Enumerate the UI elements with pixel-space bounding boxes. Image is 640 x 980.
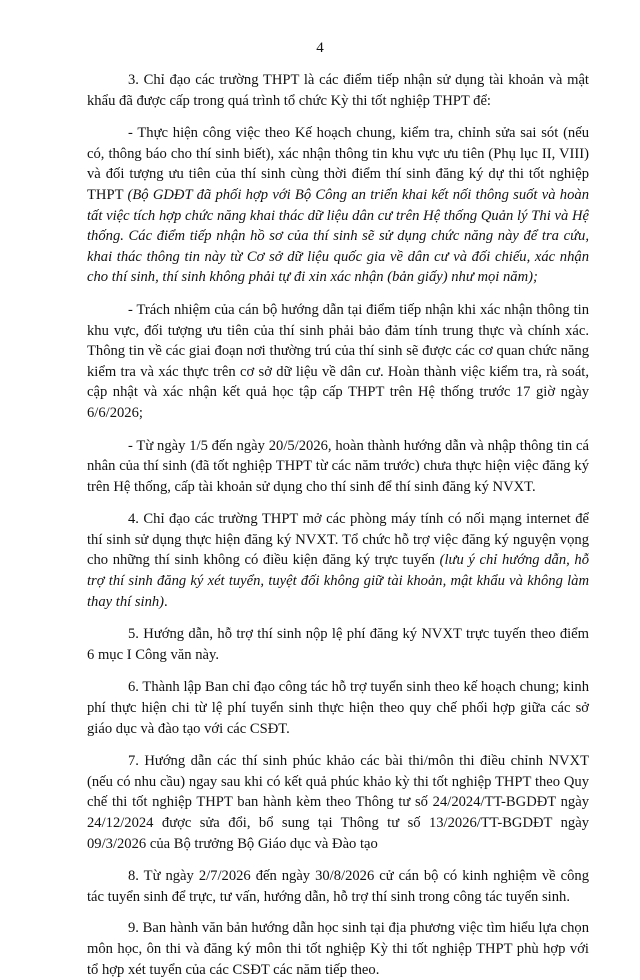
paragraph-3-item-c: - Từ ngày 1/5 đến ngày 20/5/2026, hoàn thành hướng dẫn và nhập thông tin cá nhân của thí sinh (đã tốt nghiệp THPT từ các năm trước) chưa thực hiện việc đăng ký trên Hệ thống, cấp tài khoản sử dụng cho thí sinh để thí sinh đăng ký NVXT. [87, 437, 589, 495]
paragraph-3: 3. Chỉ đạo các trường THPT là các điểm tiếp nhận sử dụng tài khoản và mật khẩu đã được cấp trong quá trình tổ chức Kỳ thi tốt nghiệp THPT để: [87, 72, 589, 109]
paragraph-4-italic-note: (lưu ý chỉ hướng dẫn, hỗ trợ thí sinh đăng ký xét tuyển, tuyệt đối không giữ tài khoản, mật khẩu và không làm thay thí sinh) [87, 552, 589, 610]
paragraph-4 [87, 509, 589, 612]
paragraph-3a-text: - Thực hiện công việc theo Kế hoạch chung, kiểm tra, chỉnh sửa sai sót (nếu có, thông báo cho thí sinh biết), xác nhận thông tin khu vực ưu tiên (Phụ lục II, VIII) và đối tượng ưu tiên của thí sinh cùng thời điểm thí sinh đăng ký dự thi tốt nghiệp THPT [87, 125, 589, 203]
paragraph-6: 6. Thành lập Ban chỉ đạo công tác hỗ trợ tuyển sinh theo kế hoạch chung; kinh phí thực hiện chi từ lệ phí tuyển sinh thực hiện theo quy chế phối hợp giữa các sở giáo dục và đào tạo với các CSĐT. [87, 679, 589, 737]
paragraph-8: 8. Từ ngày 2/7/2026 đến ngày 30/8/2026 cử cán bộ có kinh nghiệm về công tác tuyển sinh để trực, tư vấn, hướng dẫn, hỗ trợ thí sinh trong công tác tuyển sinh. [87, 868, 589, 905]
document-body [87, 70, 589, 980]
paragraph-3-item-b: - Trách nhiệm của cán bộ hướng dẫn tại điểm tiếp nhận khi xác nhận thông tin khu vực, đối tượng ưu tiên của thí sinh phải bảo đảm tính trung thực và chính xác. Thông tin về các giai đoạn nơi thường trú của thí sinh sẽ được các cơ quan chức năng kiểm tra và xác thực trên cơ sở dữ liệu về dân cư. Hoàn thành việc kiểm tra, rà soát, cập nhật và xác nhận kết quả học tập cấp THPT trên Hệ thống trước 17 giờ ngày 6/6/2026; [87, 301, 589, 421]
paragraph-5: 5. Hướng dẫn, hỗ trợ thí sinh nộp lệ phí đăng ký NVXT trực tuyến theo điểm 6 mục I Công văn này. [87, 626, 589, 663]
paragraph-4-tail: . [164, 593, 168, 610]
paragraph-7: 7. Hướng dẫn các thí sinh phúc khảo các bài thi/môn thi điều chỉnh NVXT (nếu có nhu cầu) ngay sau khi có kết quả phúc khảo kỳ thi tốt nghiệp THPT theo Quy chế thi tốt nghiệp THPT ban hành kèm theo Thông tư số 24/2024/TT-BGDĐT ngày 24/12/2024 được sửa đổi, bổ sung tại Thông tư số 13/2026/TT-BGDĐT ngày 09/3/2026 của Bộ trưởng Bộ Giáo dục và Đào tạo [87, 753, 589, 852]
page-number: 4 [316, 40, 324, 56]
paragraph-9: 9. Ban hành văn bản hướng dẫn học sinh tại địa phương việc tìm hiểu lựa chọn môn học, ôn thi và đăng ký môn thi tốt nghiệp Kỳ thi tốt nghiệp THPT phù hợp với tổ hợp xét tuyển của các CSĐT các năm tiếp theo. [87, 920, 589, 978]
paragraph-3-item-a [87, 123, 589, 288]
paragraph-4-text: 4. Chỉ đạo các trường THPT mở các phòng máy tính có nối mạng internet để thí sinh sử dụng thực hiện đăng ký NVXT. Tổ chức hỗ trợ việc đăng ký nguyện vọng cho những thí sinh không có điều kiện đăng ký trực tuyến [87, 511, 589, 569]
paragraph-3a-italic-note: (Bộ GDĐT đã phối hợp với Bộ Công an triển khai kết nối thông suốt và hoàn tất việc tích hợp chức năng khai thác dữ liệu dân cư trên Hệ thống Quản lý Thi và Hệ thống. Các điểm tiếp nhận hồ sơ của thí sinh sẽ sử dụng chức năng này để tra cứu, khai thác thông tin này từ Cơ sở dữ liệu quốc gia về dân cư và đối chiếu, xác nhận cho thí sinh, thí sinh không phải tự đi xin xác nhận (bản giấy) như mọi năm); [87, 186, 589, 286]
